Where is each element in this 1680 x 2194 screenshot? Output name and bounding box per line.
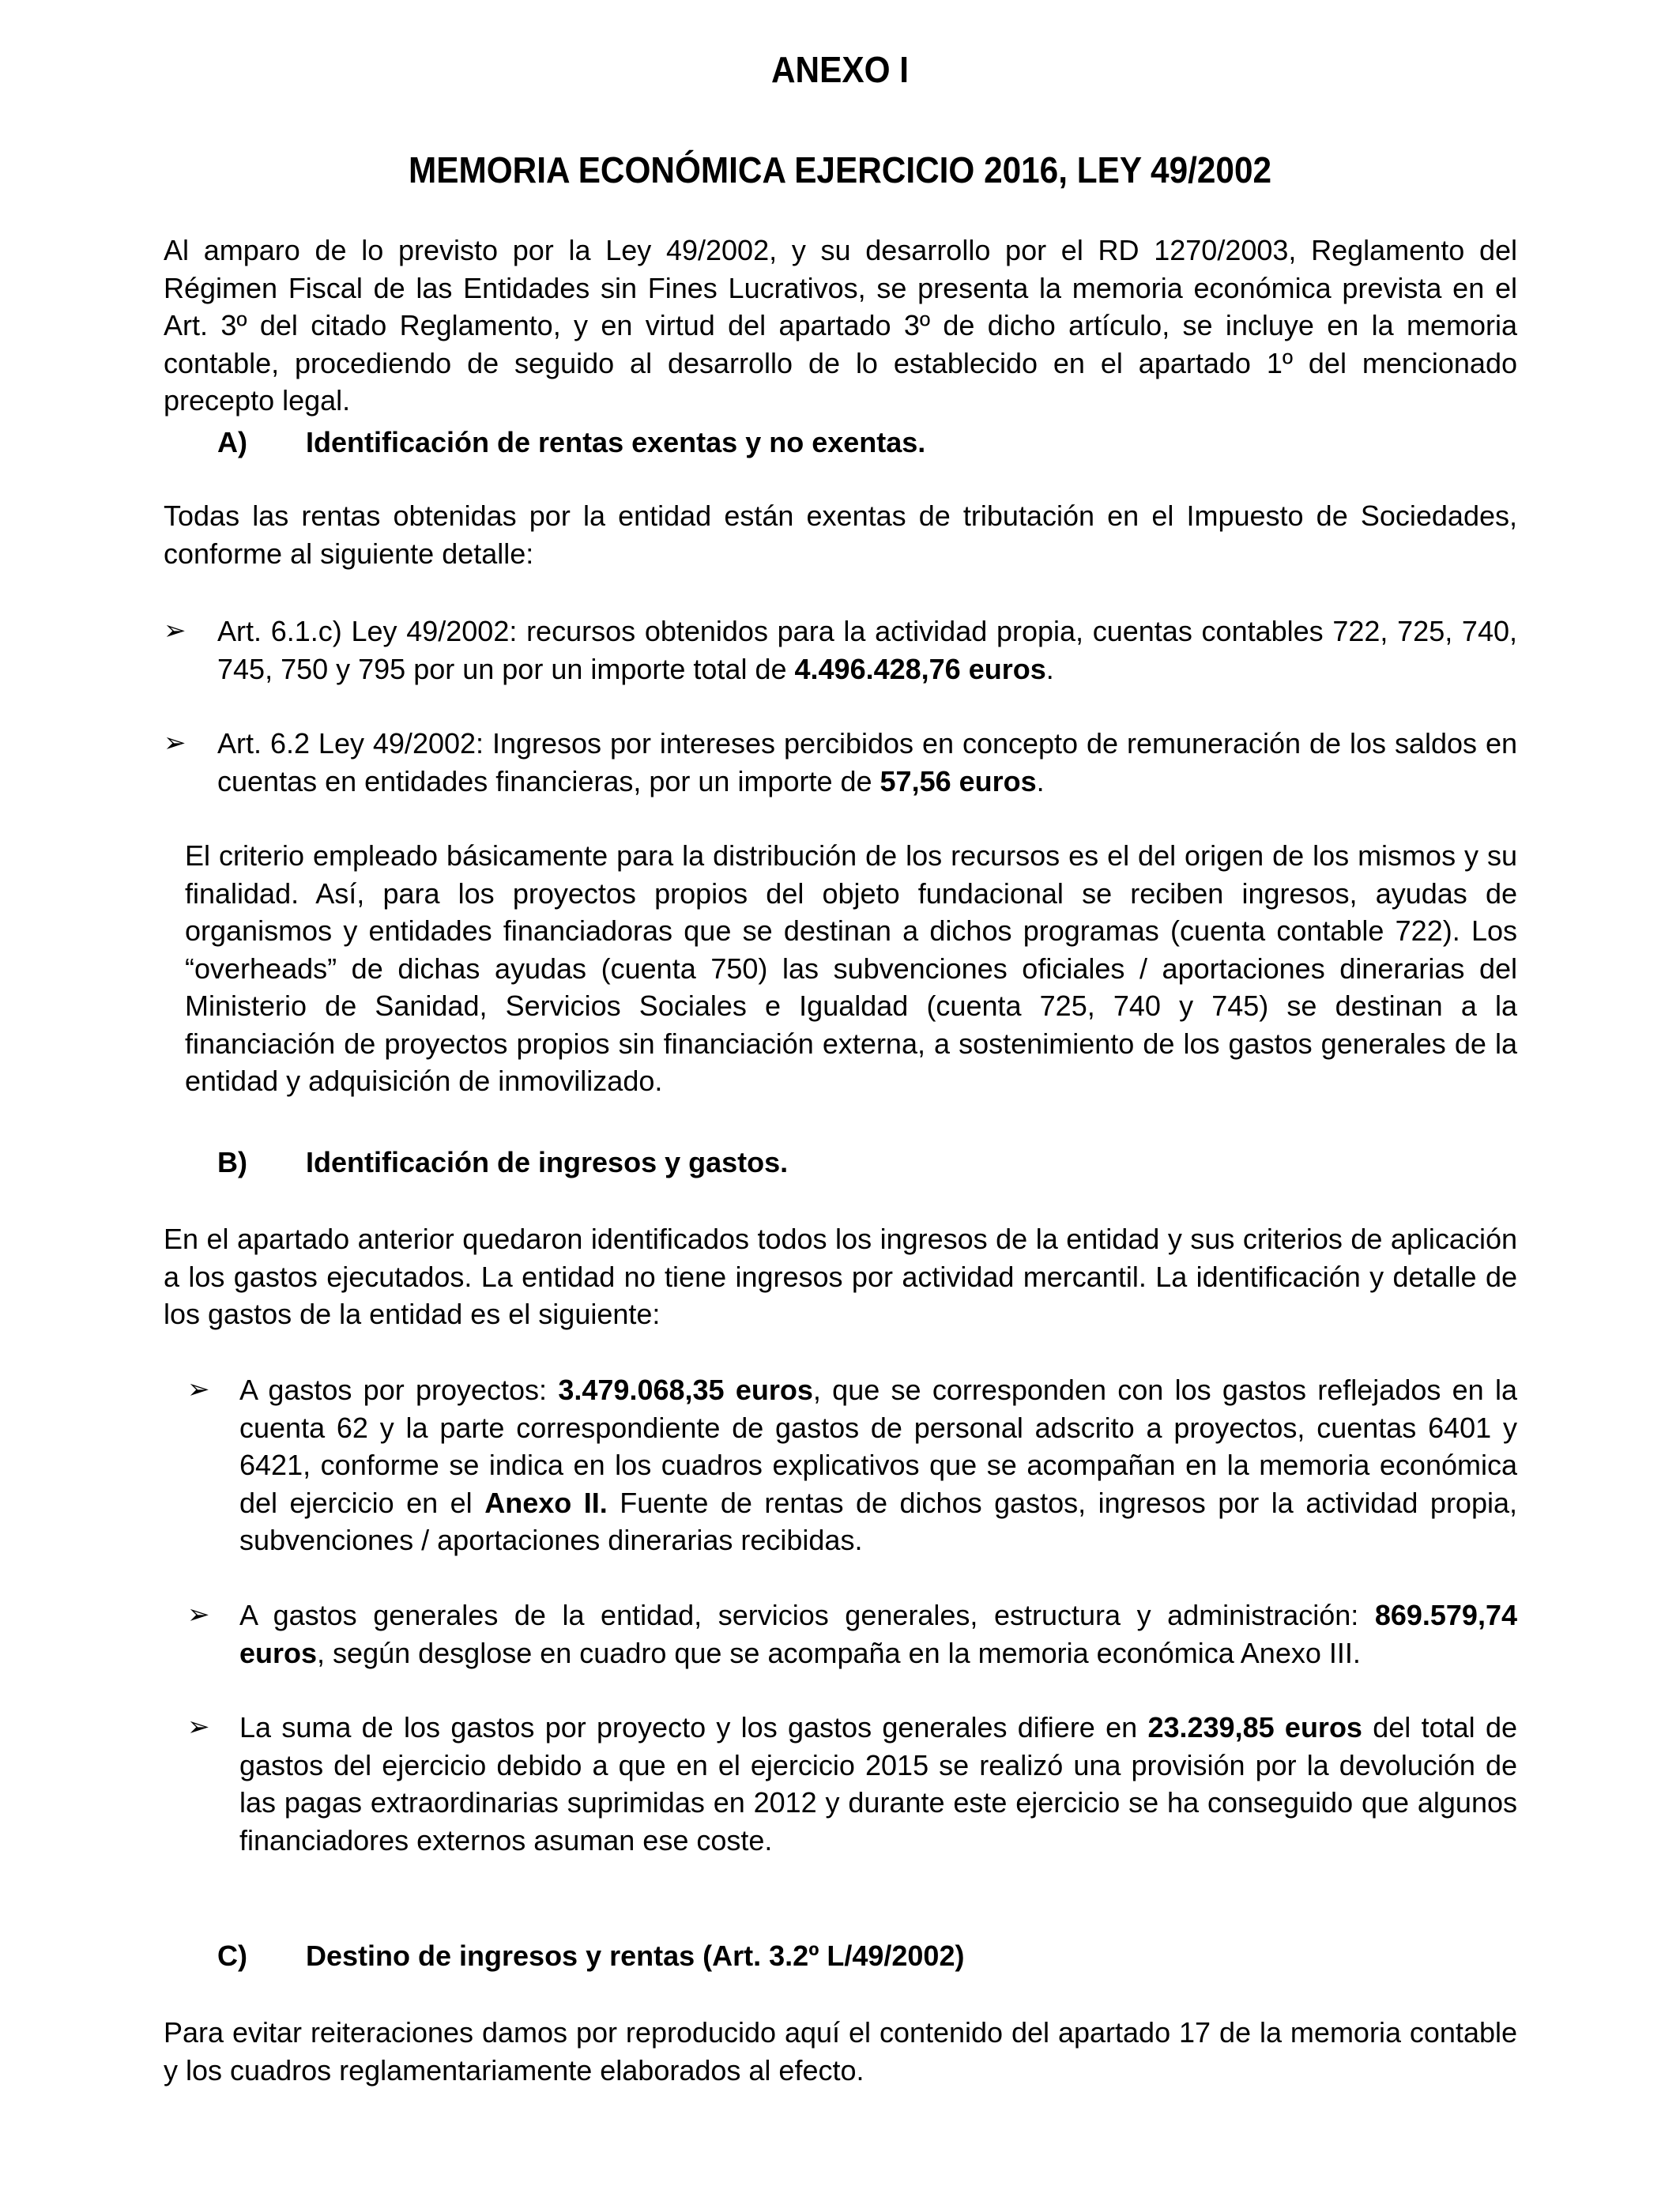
bullet-text: A gastos por proyectos: <box>239 1374 559 1406</box>
section-a-bullet-2 <box>217 725 1517 800</box>
bullet-annex: Anexo II. <box>484 1486 608 1519</box>
bullet-text: Art. 6.1.c) Ley 49/2002: recursos obtenidos para la actividad propia, cuentas contables 722, 725, 740, 745, 750 y 795 por un por un importe total de <box>217 615 1517 685</box>
section-b-heading <box>217 1144 1561 1182</box>
section-c-heading <box>217 1937 1561 1975</box>
section-b-letter: B) <box>217 1146 247 1178</box>
document-title: ANEXO I <box>770 49 910 90</box>
section-b-title: Identificación de ingresos y gastos. <box>306 1146 789 1178</box>
bullet-amount: 57,56 euros <box>880 764 1037 797</box>
bullet-suffix: . <box>1036 764 1045 797</box>
section-a-letter: A) <box>217 426 247 458</box>
section-a-title: Identificación de rentas exentas y no exentas. <box>306 426 926 458</box>
bullet-suffix: . <box>1045 652 1054 685</box>
section-b-bullet-2 <box>239 1596 1517 1672</box>
intro-paragraph: Al amparo de lo previsto por la Ley 49/2002, y su desarrollo por el RD 1270/2003, Reglamento del Régimen Fiscal de las Entidades sin Fines Lucrativos, se presenta la memoria económica prevista en el Art. 3º del citado Reglamento, y en virtud del apartado 3º de dicho artículo, se incluye en la memoria contable, procediendo de seguido al desarrollo de lo establecido en el apartado 1º del mencionado precepto legal. <box>164 234 1517 417</box>
section-a-heading <box>217 424 1561 462</box>
bullet-amount: 3.479.068,35 euros <box>558 1374 813 1406</box>
bullet-amount: 869.579,74 euros <box>239 1599 1517 1669</box>
section-c-paragraph: Para evitar reiteraciones damos por reproducido aquí el contenido del apartado 17 de la memoria contable y los cuadros reglamentariamente elaborados al efecto. <box>164 2016 1517 2087</box>
bullet-text: Fuente de rentas de dichos gastos, ingresos por la actividad propia, subvenciones / aportaciones dinerarias recibidas. <box>239 1486 1517 1556</box>
bullet-arrow-icon: ➢ <box>187 1374 210 1404</box>
section-a-criterion: El criterio empleado básicamente para la distribución de los recursos es el del origen de los mismos y su finalidad. Así, para los proyectos propios del objeto fundacional se reciben ingresos, ayudas de organismos y entidades financiadoras que se destinan a dichos programas (cuenta contable 722). Los “overheads” de dichas ayudas (cuenta 750) las subvenciones oficiales / aportaciones dinerarias del Ministerio de Sanidad, Servicios Sociales e Igualdad (cuenta 725, 740 y 745) se destinan a la financiación de proyectos propios sin financiación externa, a sostenimiento de los gastos generales de la entidad y adquisición de inmovilizado. <box>185 839 1517 1097</box>
section-b-bullet-1 <box>239 1371 1517 1559</box>
bullet-arrow-icon: ➢ <box>187 1600 210 1630</box>
bullet-text: A gastos generales de la entidad, servicios generales, estructura y administración: <box>239 1599 1375 1631</box>
bullet-arrow-icon: ➢ <box>187 1712 210 1742</box>
bullet-amount: 4.496.428,76 euros <box>794 652 1046 685</box>
bullet-text: del total de gastos del ejercicio debido a que en el ejercicio 2015 se realizó una provisión por la devolución de las pagas extraordinarias suprimidas en 2012 y durante este ejercicio se ha conseguido que algunos financiadores externos asuman ese coste. <box>239 1711 1517 1857</box>
bullet-text: Art. 6.2 Ley 49/2002: Ingresos por intereses percibidos en concepto de remuneración de los saldos en cuentas en entidades financieras, por un importe de <box>217 727 1517 797</box>
bullet-text: , según desglose en cuadro que se acompaña en la memoria económica Anexo III. <box>317 1636 1361 1669</box>
section-c-letter: C) <box>217 1940 247 1972</box>
document-subtitle: MEMORIA ECONÓMICA EJERCICIO 2016, LEY 49/2002 <box>408 149 1272 190</box>
bullet-amount: 23.239,85 euros <box>1147 1711 1362 1744</box>
section-a-paragraph: Todas las rentas obtenidas por la entidad están exentas de tributación en el Impuesto de Sociedades, conforme al siguiente detalle: <box>164 499 1517 570</box>
section-b-bullet-3 <box>239 1709 1517 1859</box>
section-a-bullet-1 <box>217 613 1517 688</box>
bullet-arrow-icon: ➢ <box>164 728 186 758</box>
section-c-title: Destino de ingresos y rentas (Art. 3.2º L/49/2002) <box>306 1940 965 1972</box>
bullet-text: , que se corresponden con los gastos reflejados en la cuenta 62 y la parte correspondiente de gastos de personal adscrito a proyectos, cuentas 6401 y 6421, conforme se indica en los cuadros explicativos que se acompañan en la memoria económica del ejercicio en el <box>239 1374 1518 1519</box>
bullet-text: La suma de los gastos por proyecto y los gastos generales difiere en <box>239 1711 1148 1744</box>
section-b-paragraph: En el apartado anterior quedaron identificados todos los ingresos de la entidad y sus criterios de aplicación a los gastos ejecutados. La entidad no tiene ingresos por actividad mercantil. La identificación y detalle de los gastos de la entidad es el siguiente: <box>164 1223 1517 1330</box>
bullet-arrow-icon: ➢ <box>164 616 186 646</box>
